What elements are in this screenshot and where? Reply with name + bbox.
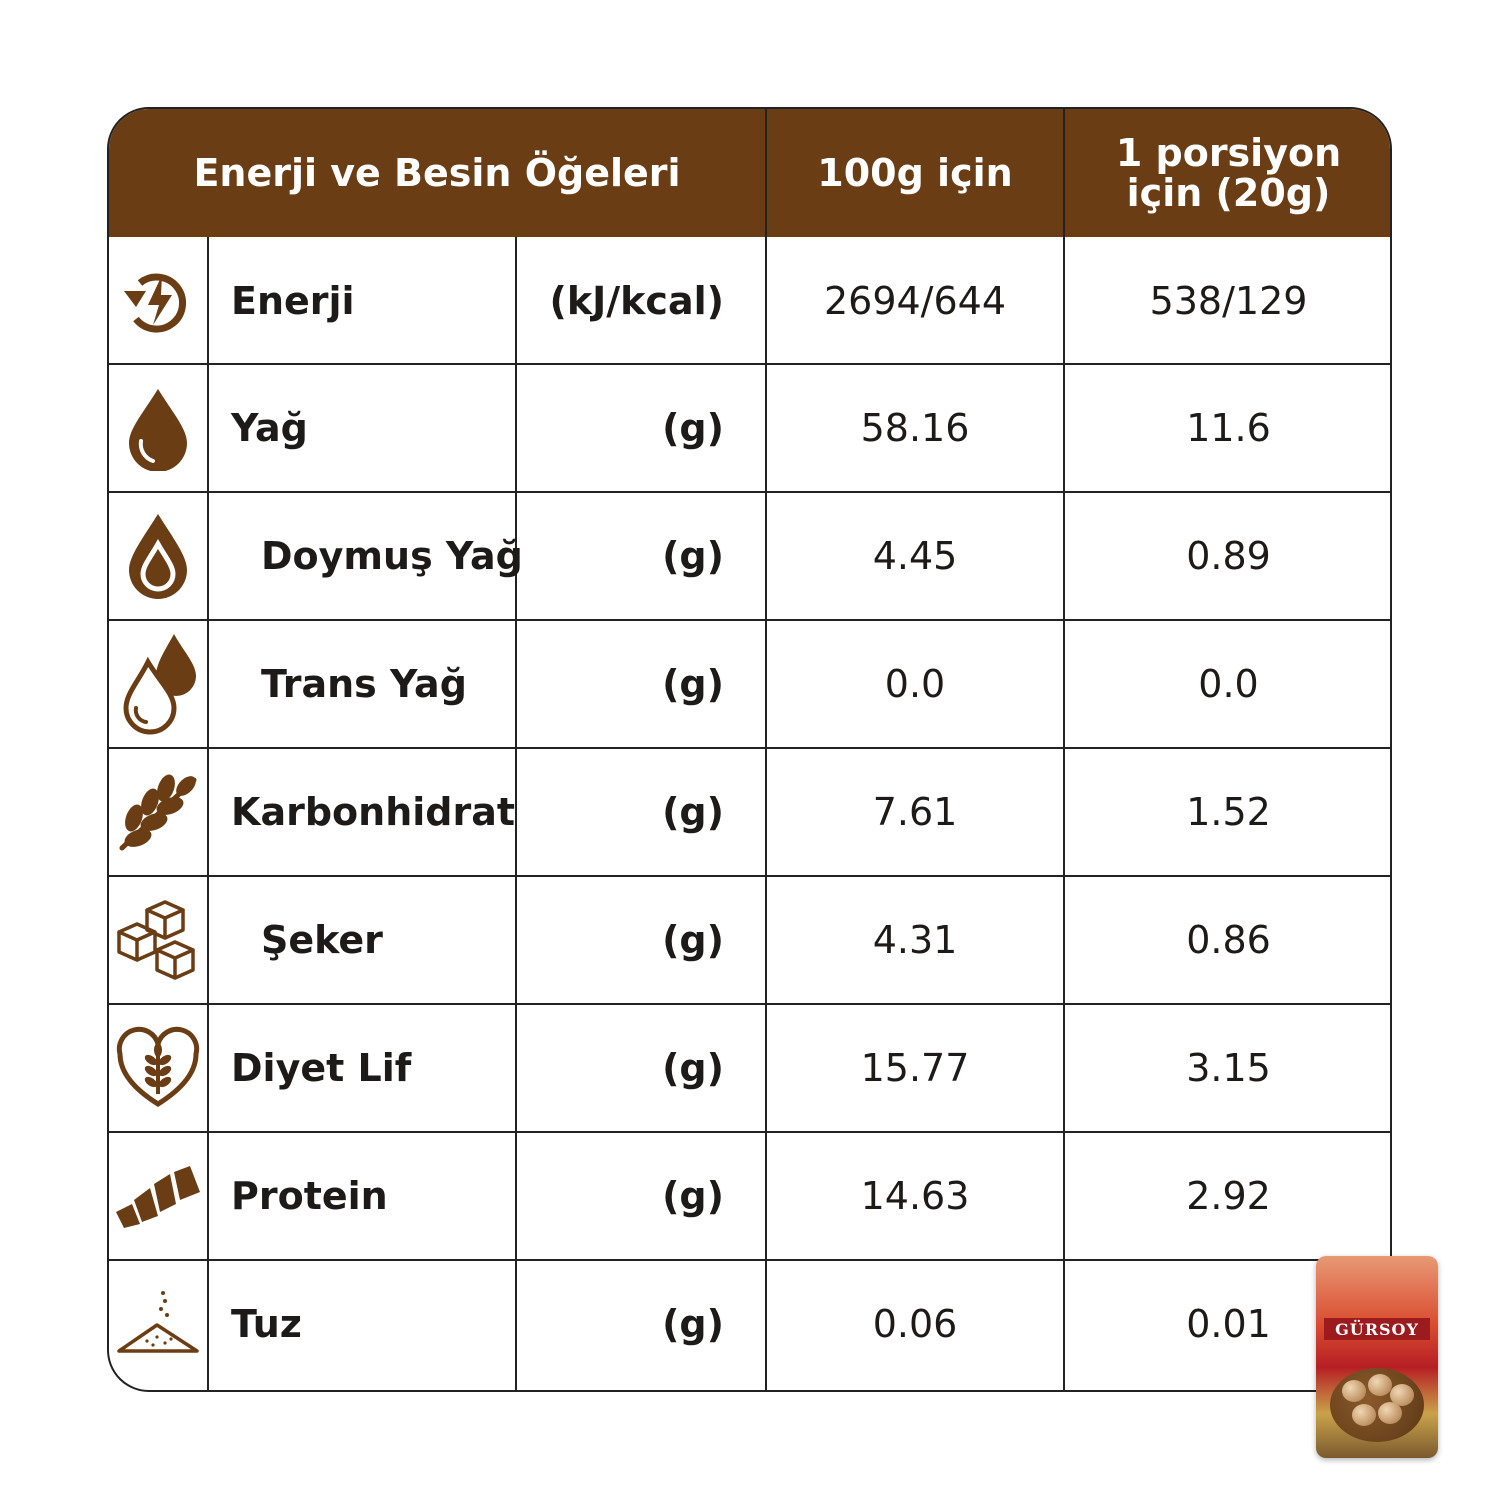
value-per-portion: 0.0 [1198,662,1259,706]
energy-icon [109,237,207,365]
hazelnut-bowl [1330,1368,1424,1442]
fiber-heart-icon [109,1004,207,1132]
value-per-portion: 11.6 [1186,406,1271,450]
nutrition-table [107,107,1392,1392]
table-row [109,364,1390,492]
value-per-portion: 538/129 [1149,279,1308,323]
table-row [109,876,1390,1004]
table-row [109,1132,1390,1260]
nutrient-name: Yağ [231,406,308,450]
value-per-portion: 2.92 [1186,1174,1271,1218]
value-per-100g: 15.77 [860,1046,970,1090]
value-per-portion: 0.89 [1186,534,1271,578]
nutrient-unit: (g) [662,534,724,578]
value-per-100g: 4.45 [872,534,958,578]
table-row [109,492,1390,620]
value-per-100g: 14.63 [860,1174,970,1218]
value-per-100g: 7.61 [872,790,958,834]
wheat-icon [109,748,207,876]
value-per-100g: 0.0 [884,662,946,706]
saturated-fat-icon [109,492,207,620]
header-nutrients: Enerji ve Besin Öğeleri [193,151,681,195]
protein-helix-icon [109,1132,207,1260]
value-per-100g: 4.31 [872,918,958,962]
nutrient-unit: (g) [662,1046,724,1090]
nutrient-unit: (g) [662,790,724,834]
nutrient-unit: (g) [662,1302,724,1346]
nutrient-unit: (g) [662,662,724,706]
nutrient-name: Trans Yağ [261,662,467,706]
table-header [109,109,1390,237]
table-row [109,1260,1390,1388]
nutrient-unit: (kJ/kcal) [549,279,724,323]
nutrient-name: Karbonhidrat [231,790,516,834]
value-per-portion: 1.52 [1186,790,1271,834]
product-brand: GÜRSOY [1324,1318,1430,1340]
value-per-100g: 2694/644 [823,279,1007,323]
fat-drop-icon [109,364,207,492]
nutrient-name: Doymuş Yağ [261,534,523,578]
header-per-100g: 100g için [817,151,1013,195]
value-per-100g: 0.06 [872,1302,958,1346]
value-per-100g: 58.16 [860,406,970,450]
header-per-portion-line1: 1 porsiyon [1115,131,1342,175]
nutrient-name: Enerji [231,279,355,323]
salt-pile-icon [109,1260,207,1388]
product-package-image [1316,1256,1438,1458]
nutrient-name: Protein [231,1174,388,1218]
table-row [109,748,1390,876]
table-row [109,1004,1390,1132]
trans-fat-icon [109,620,207,748]
nutrient-unit: (g) [662,406,724,450]
sugar-cubes-icon [109,876,207,1004]
value-per-portion: 0.86 [1186,918,1271,962]
header-per-portion-line2: için (20g) [1126,171,1331,215]
value-per-portion: 0.01 [1186,1302,1271,1346]
nutrient-unit: (g) [662,918,724,962]
nutrient-name: Tuz [231,1302,302,1346]
table-row [109,620,1390,748]
nutrient-name: Diyet Lif [231,1046,412,1090]
value-per-portion: 3.15 [1186,1046,1271,1090]
nutrient-unit: (g) [662,1174,724,1218]
header-per-portion [1065,109,1392,237]
nutrient-name: Şeker [261,918,383,962]
table-row [109,237,1390,365]
